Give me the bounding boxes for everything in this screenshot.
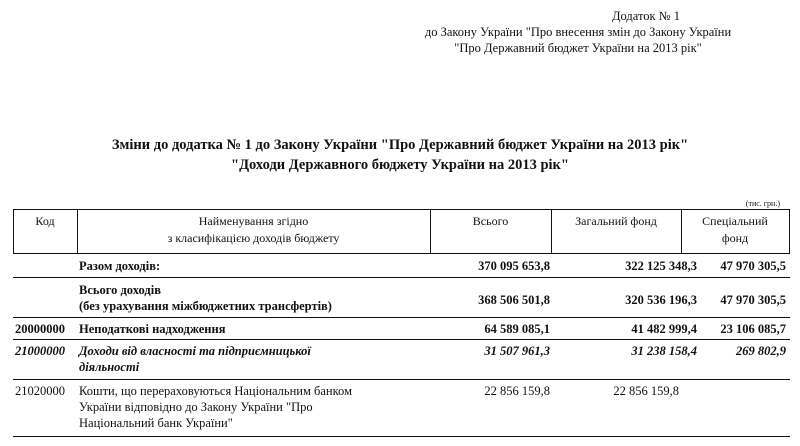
row-name-line1: Всього доходів <box>79 283 161 297</box>
annex-reference <box>398 8 758 56</box>
header-name-line2: з класифікацією доходів бюджету <box>167 231 340 245</box>
row-total: 370 095 653,8 <box>478 259 550 273</box>
row-separator <box>13 379 790 380</box>
document-subtitle: "Доходи Державного бюджету України на 2013 рік" <box>231 157 569 173</box>
row-code: 21020000 <box>15 384 65 398</box>
row-separator <box>13 277 790 278</box>
row-name-line1: Кошти, що перераховуються Національним банком <box>79 384 352 398</box>
row-general: 31 238 158,4 <box>631 344 697 358</box>
unit-note: (тис. грн.) <box>745 199 780 208</box>
row-code: 21000000 <box>15 344 65 358</box>
row-code: 20000000 <box>15 322 65 336</box>
row-separator <box>13 339 790 340</box>
row-name <box>79 343 429 375</box>
document-title: Зміни до додатка № 1 до Закону України "Про Державний бюджет України на 2013 рік" <box>111 137 689 153</box>
header-name-line1: Найменування згідно <box>198 214 309 228</box>
row-general: 322 125 348,3 <box>625 259 697 273</box>
row-name-line3: Національний банк України" <box>79 416 233 430</box>
row-total: 22 856 159,8 <box>484 384 550 398</box>
row-general: 41 482 999,4 <box>631 322 697 336</box>
header-code: Код <box>35 214 55 228</box>
header-divider <box>789 209 790 253</box>
header-total: Всього <box>472 214 509 228</box>
row-separator <box>13 317 790 318</box>
row-name-line2: діяльності <box>79 360 140 374</box>
annex-number: Додаток № 1 <box>611 9 680 23</box>
row-name-line1: Доходи від власності та підприємницької <box>79 344 311 358</box>
annex-budget-line: "Про Державний бюджет України на 2013 рік" <box>454 41 702 55</box>
row-total: 64 589 085,1 <box>484 322 550 336</box>
row-name <box>79 383 429 431</box>
row-total: 31 507 961,3 <box>484 344 550 358</box>
row-name <box>79 282 429 314</box>
row-general: 22 856 159,8 <box>613 384 679 398</box>
row-separator <box>13 436 790 437</box>
row-total: 368 506 501,8 <box>478 293 550 307</box>
header-special-line2: фонд <box>721 231 749 245</box>
row-name-line2: України відповідно до Закону України "Про <box>79 400 313 414</box>
header-general-fund: Загальний фонд <box>575 214 657 228</box>
header-name <box>77 209 430 257</box>
row-name: Неподаткові надходження <box>79 322 226 336</box>
row-special: 47 970 305,5 <box>720 293 786 307</box>
row-general: 320 536 196,3 <box>625 293 697 307</box>
row-special: 47 970 305,5 <box>720 259 786 273</box>
row-name: Разом доходів: <box>79 259 161 273</box>
annex-law-line: до Закону України "Про внесення змін до Закону України <box>424 25 732 39</box>
row-name-line2: (без урахування міжбюджетних трансфертів) <box>79 299 332 313</box>
row-special: 23 106 085,7 <box>720 322 786 336</box>
header-special-line1: Спеціальний <box>702 214 768 228</box>
header-special-fund <box>681 209 789 257</box>
row-special: 269 802,9 <box>736 344 786 358</box>
